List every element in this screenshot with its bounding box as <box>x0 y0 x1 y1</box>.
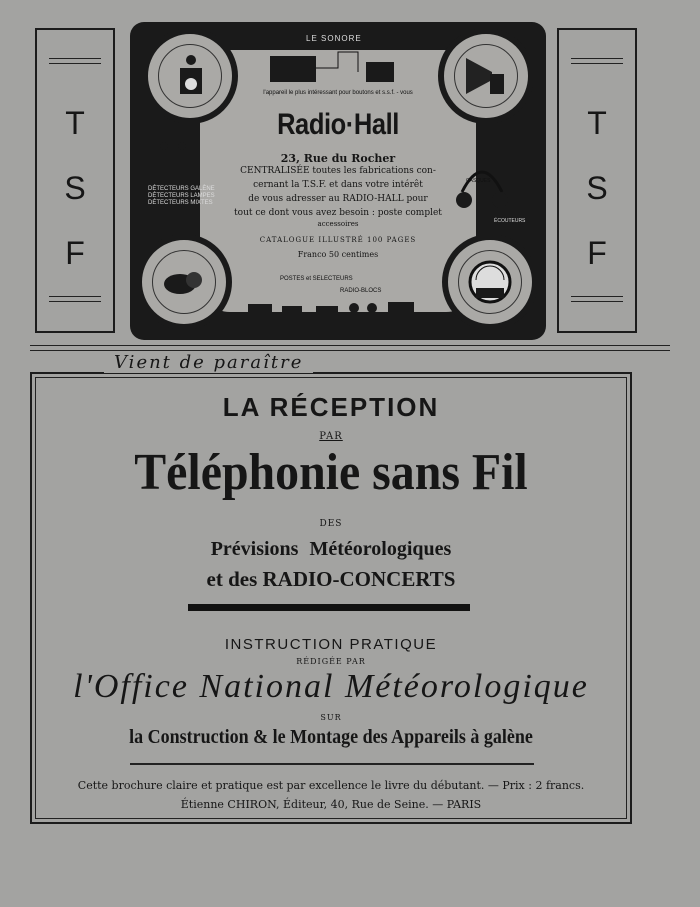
label-postes: POSTES et SELECTEURS <box>280 276 353 282</box>
condenser-icon <box>160 258 208 306</box>
tsf-letter-s: S <box>586 170 608 206</box>
tsf-letter-s: S <box>64 170 86 206</box>
thick-divider <box>188 604 470 611</box>
label-casques: CASQUES <box>466 178 491 184</box>
divider <box>130 763 534 765</box>
divider <box>49 296 101 297</box>
condenser-medallion <box>136 234 232 330</box>
advert-catalogue: CATALOGUE ILLUSTRÉ 100 PAGES <box>259 236 417 244</box>
radio-hall-address: 23, Rue du Rocher <box>280 152 396 165</box>
office-national: l'Office National Météorologique <box>73 668 589 705</box>
tsf-letter-f: F <box>65 235 85 271</box>
advert-text-line: CENTRALISÉE toutes les fabrications con- <box>240 166 436 176</box>
horn-speaker-icon <box>462 52 510 100</box>
divider <box>49 63 101 64</box>
word-des: DES <box>319 519 343 529</box>
sonore-apparatus-icon <box>268 48 408 88</box>
voltmeter-medallion <box>442 234 538 330</box>
divider <box>49 58 101 59</box>
instruction-pratique: INSTRUCTION PRATIQUE <box>224 636 438 653</box>
divider <box>571 63 623 64</box>
word-sur: SUR <box>320 713 342 722</box>
advert-text-line: de vous adresser au RADIO-HALL pour <box>248 194 428 204</box>
divider <box>30 350 670 351</box>
divider <box>49 301 101 302</box>
advert-text-line: tout ce dont vous avez besoin : poste complet <box>234 208 442 218</box>
radio-hall-advert <box>130 22 546 340</box>
advert-franco: Franco 50 centimes <box>297 250 379 259</box>
voltmeter-icon <box>466 258 514 306</box>
tsf-letter-t: T <box>587 105 607 141</box>
title-telephonie: Téléphonie sans Fil <box>134 444 528 501</box>
word-par: PAR <box>319 431 343 442</box>
label-detector-lampes: DÉTECTEURS LAMPES <box>148 193 215 199</box>
receiver-icon <box>166 52 214 100</box>
vient-de-paraitre: Vient de paraître <box>104 352 313 373</box>
radio-concerts-line: et des RADIO-CONCERTS <box>206 567 456 591</box>
label-detector-mixtes: DÉTECTEURS MIXTES <box>148 200 213 206</box>
label-ecouteurs: ÉCOUTEURS <box>494 218 526 224</box>
previsions-line: Prévisions Météorologiques <box>210 538 452 560</box>
label-detector-galene: DÉTECTEURS GALÈNE <box>148 186 215 192</box>
divider <box>571 58 623 59</box>
radio-sets-icon <box>242 288 422 324</box>
brochure-description: Cette brochure claire et pratique est par excellence le livre du débutant. — Prix : 2 francs. <box>77 779 585 792</box>
sonore-caption: l'appareil le plus intéressant pour boutons et s.s.f. - vous <box>263 90 413 96</box>
label-le-sonore: LE SONORE <box>306 34 362 43</box>
title-la-reception: LA RÉCEPTION <box>222 392 440 422</box>
label-radio-blocs: RADIO-BLOCS <box>340 288 382 294</box>
radio-hall-title: Radio·Hall <box>277 108 399 141</box>
right-tsf-box <box>557 28 637 333</box>
advert-text-line: accessoires <box>317 220 359 228</box>
redigee-par: RÉDIGÉE PAR <box>296 657 366 666</box>
tsf-letter-t: T <box>65 105 85 141</box>
divider <box>571 301 623 302</box>
advert-text-line: cernant la T.S.F. et dans votre intérêt <box>253 180 423 190</box>
divider <box>571 296 623 297</box>
divider <box>30 345 670 346</box>
construction-line: la Construction & le Montage des Appareils à galène <box>129 726 533 748</box>
publisher-line: Étienne CHIRON, Éditeur, 40, Rue de Seine. — PARIS <box>180 798 482 811</box>
left-tsf-box <box>35 28 115 333</box>
tsf-letter-f: F <box>587 235 607 271</box>
